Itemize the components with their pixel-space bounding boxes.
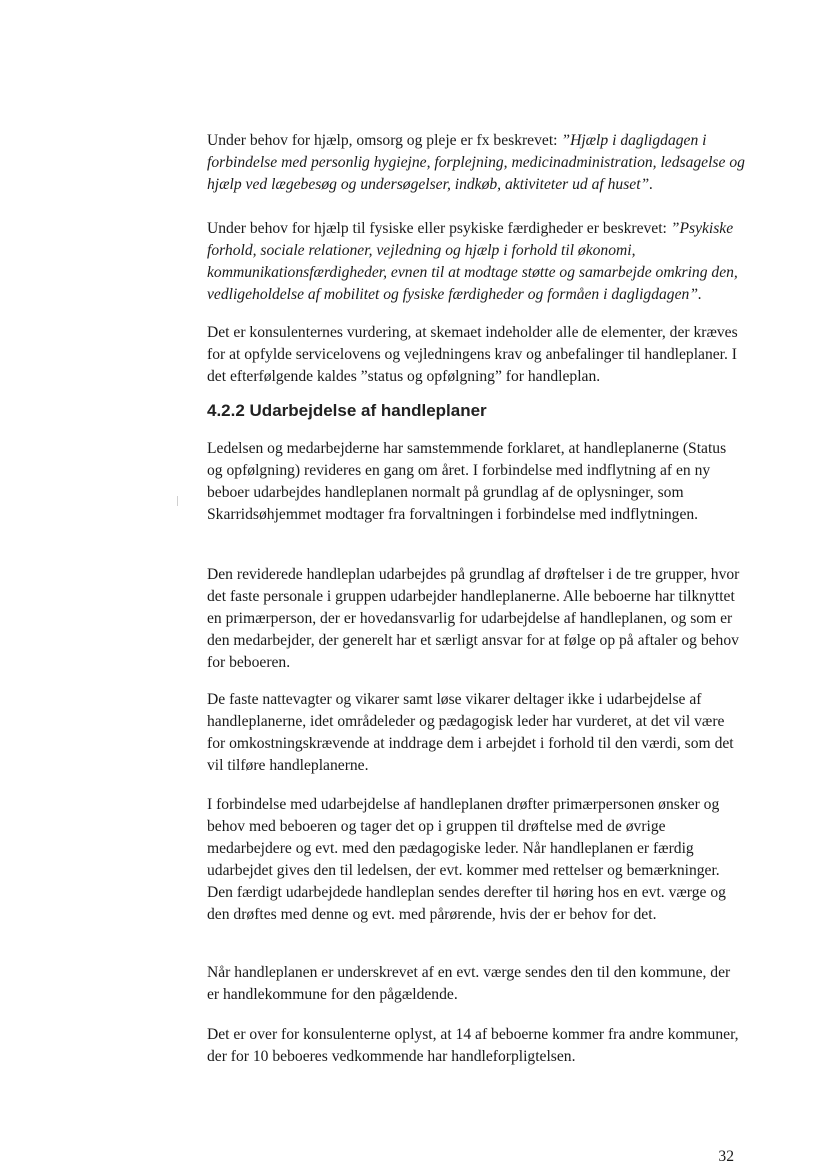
- paragraph-help-care-quote: ”Hjælp i dagligdagen i forbindelse med personlig hygiejne, forplejning, medicinadministration, ledsagelse og hjælp ved lægebesøg og undersøgelser, indkøb, aktiviteter ud af huset”.: [207, 132, 745, 193]
- paragraph-skills-text: Under behov for hjælp til fysiske eller psykiske færdigheder er beskrevet:: [207, 220, 671, 237]
- section-heading: 4.2.2 Udarbejdelse af handleplaner: [207, 401, 487, 420]
- page-number: 32: [718, 1148, 734, 1165]
- paragraph-municipalities: Det er over for konsulenterne oplyst, at 14 af beboerne kommer fra andre kommuner, der for 10 beboeres vedkommende har handleforpligtelsen.: [207, 1026, 739, 1065]
- paragraph-revision: Ledelsen og medarbejderne har samstemmende forklaret, at handleplanerne (Status og opfølgning) revideres en gang om året. I forbindelse med indflytning af en ny beboer udarbejdes handleplanen normalt på grundlag af de oplysninger, som Skarridsøhjemmet modtager fra forvaltningen i forbindelse med indflytningen.: [207, 440, 727, 523]
- paragraph-assessment: Det er konsulenternes vurdering, at skemaet indeholder alle de elementer, der kræves for at opfylde servicelovens og vejledningens krav og anbefalinger til handleplaner. I det efterfølgende kaldes ”status og opfølgning” for handleplan.: [207, 324, 738, 385]
- paragraph-skills: [207, 218, 745, 306]
- scan-artifact: [177, 496, 178, 506]
- paragraph-signature: Når handleplanen er underskrevet af en evt. værge sendes den til den kommune, der er handlekommune for den pågældende.: [207, 964, 731, 1003]
- paragraph-groups: Den reviderede handleplan udarbejdes på grundlag af drøftelser i de tre grupper, hvor det faste personale i gruppen udarbejder handleplanerne. Alle beboerne har tilknyttet en primærperson, der er hovedansvarlig for udarbejdelse af handleplanen, og som er den medarbejder, der generelt har et særligt ansvar for at følge op på aftaler og behov for beboeren.: [207, 566, 740, 671]
- paragraph-help-care: [207, 130, 745, 196]
- paragraph-skills-quote: ”Psykiske forhold, sociale relationer, vejledning og hjælp i forhold til økonomi, kommunikationsfærdigheder, evnen til at modtage støtte og samarbejde omkring den, vedligeholdelse af mobilitet og fysiske færdigheder og formåen i dagligdagen”.: [207, 220, 738, 303]
- paragraph-process: I forbindelse med udarbejdelse af handleplanen drøfter primærpersonen ønsker og behov med beboeren og tager det op i gruppen til drøftelse med de øvrige medarbejdere og evt. med den pædagogiske leder. Når handleplanen er færdig udarbejdet gives den til ledelsen, der evt. kommer med rettelser og bemærkninger. Den færdigt udarbejdede handleplan sendes derefter til høring hos en evt. værge og den drøftes med denne og evt. med pårørende, hvis der er behov for det.: [207, 796, 726, 923]
- paragraph-help-care-text: Under behov for hjælp, omsorg og pleje er fx beskrevet:: [207, 132, 562, 149]
- paragraph-night-staff: De faste nattevagter og vikarer samt løse vikarer deltager ikke i udarbejdelse af handleplanerne, idet områdeleder og pædagogisk leder har vurderet, at det vil være for omkostningskrævende at inddrage dem i arbejdet i forhold til den værdi, som det vil tilføre handleplanerne.: [207, 691, 734, 774]
